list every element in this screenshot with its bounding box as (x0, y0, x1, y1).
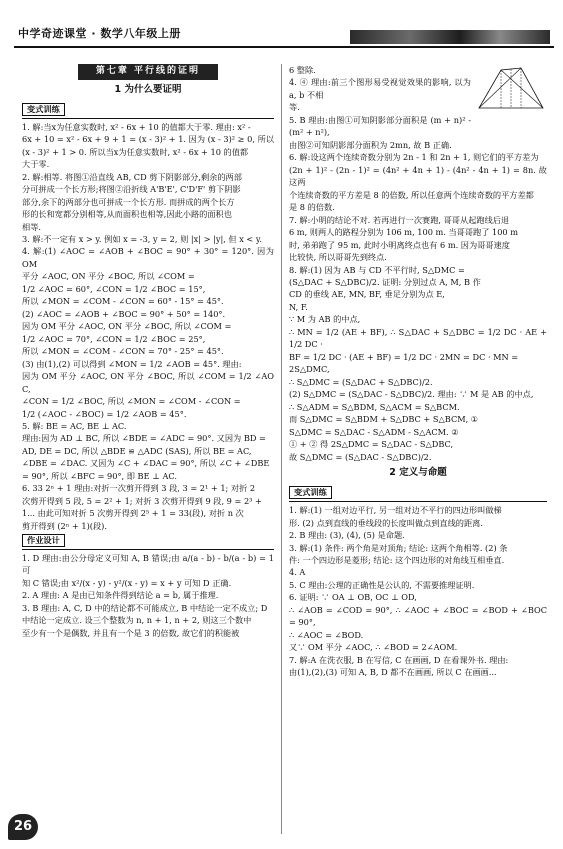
text-line: CD 的垂线 AE, MN, BF, 垂足分别为点 E, (289, 289, 445, 300)
right-answers-1 (289, 64, 547, 463)
text-line: 个连续奇数的平方差是 8 的倍数, 所以任意两个连续奇数的平方差都 (289, 189, 534, 200)
text-line: 3. B 理由: A, C, D 中的结论都不可能成立, B 中结论一定不成立; D (22, 602, 268, 613)
exercise-tag: 变式训练 (22, 103, 65, 116)
text-line: N, F. (289, 301, 308, 312)
right-answers-2 (289, 504, 547, 679)
text-line: 6. 解:设这两个连续奇数分别为 2n - 1 和 2n + 1, 则它们的平方差为 (289, 152, 539, 163)
text-line: 由图②可知阴影部分面积为 2mn, 故 B 正确. (289, 139, 452, 150)
text-line: 大于零. (22, 159, 50, 170)
chapter-title: 第七章 平行线的证明 (78, 64, 218, 80)
header-rule (14, 46, 554, 48)
text-line: 1/2 ∠AOC = 60°, ∠CON = 1/2 ∠BOC = 15°, (22, 283, 206, 294)
page-number: 26 (8, 814, 38, 840)
text-line: 因为 OM 平分 ∠AOC, ON 平分 ∠BOC, 所以 ∠COM = 1/2 ∠AOC, (22, 371, 274, 394)
geometry-figure (475, 64, 547, 112)
text-line: 次剪开得到 5 段, 5 = 2² + 1; 对折 3 次剪开得到 9 段, 9 = 2³ + (22, 495, 262, 506)
text-line: 至少有一个是偶数, 并且有一个是 3 的倍数, 故它们的积能被 (22, 627, 240, 638)
text-line: 形的长和宽都分别相等,从而面积也相等,因此小路的面积也 (22, 209, 232, 220)
text-line: 1/2 (∠AOC - ∠BOC) = 1/2 ∠AOB = 45°. (22, 408, 187, 419)
text-line: 平分 ∠AOC, ON 平分 ∠BOC, 所以 ∠COM = (22, 271, 195, 282)
text-line: 6x + 10 = x² - 6x + 9 + 1 = (x - 3)² + 1. 因为 (x - 3)² ≥ 0, 所以 (22, 134, 274, 145)
text-line: 是 8 的倍数. (289, 202, 335, 213)
text-line: 时, 弟弟跑了 95 m, 此时小明离终点也有 6 m. 因为哥哥速度 (289, 239, 510, 250)
text-line: 部分,余下的两部分也可拼成一个长方形. 而拼成的两个长方 (22, 196, 235, 207)
text-line: (x - 3)² + 1 > 0. 所以当x为任意实数时, x² - 6x + 10 的值都 (22, 146, 249, 157)
text-line: 5. 解: BE = AC, BE ⊥ AC. (22, 421, 127, 432)
text-line: 比较快, 所以哥哥先到终点. (289, 252, 387, 263)
text-line: ∴ ∠AOC = ∠BOD. (289, 629, 364, 640)
section-title-1: 1 为什么要证明 (114, 83, 182, 95)
text-line: 2. A 理由: A 是由已知条件得到结论 a = b, 属于推理. (22, 590, 219, 601)
text-line: AD, DE = DC, 所以 △BDE ≌ △ADC (SAS), 所以 BE = AC, (22, 445, 252, 456)
text-line: 分可拼成一个长方形;将图②沿折线 A'B'E', C'D'F' 剪下阴影 (22, 184, 241, 195)
text-line: 2. B 理由: (3), (4), (5) 是命题. (289, 530, 405, 541)
text-line: S△DMC = S△DAC - S△ADM - S△ACM. ② (289, 426, 459, 437)
text-line: ① + ② 得 2S△DMC = S△DAC - S△DBC, (289, 439, 454, 450)
text-line: ∴ ∠AOB = ∠COD = 90°, ∴ ∠AOC + ∠BOC = ∠BOD + ∠BOC = 90°, (289, 604, 547, 628)
text-line: 件: 一个四边形是菱形; 结论: 这个四边形的对角线互相垂直. (289, 554, 505, 565)
tag-row (22, 101, 274, 119)
text-line: 1. D 理由:由公分母定义可知 A, B 错误;由 a/(a - b) - b/(a - b) = 1 可 (22, 552, 274, 576)
text-line: 由(1),(2),(3) 可知 A, B, D 都不在画画, 所以 C 在画画... (289, 667, 497, 678)
text-line: 形. (2) 点到直线的垂线段的长度叫做点到直线的距离. (289, 517, 483, 528)
text-line: 等. (289, 102, 300, 113)
text-line: 2. 解:相等. 将图①沿直线 AB, CD 剪下阴影部分,剩余的两部 (22, 171, 242, 182)
text-line: (S△DAC + S△DBC)/2. 证明: 分别过点 A, M, B 作 (289, 276, 481, 287)
text-line: 3. 解:(1) 条件: 两个角是对顶角; 结论: 这两个角相等. (2) 条 (289, 542, 508, 553)
text-line: 相等. (22, 221, 41, 232)
left-column (22, 64, 274, 824)
text-line: ∵ M 为 AB 的中点, (289, 314, 361, 325)
watermark-logo (430, 795, 550, 845)
text-line: 所以 ∠MON = ∠COM - ∠CON = 60° - 15° = 45°. (22, 296, 224, 307)
right-column (289, 64, 547, 824)
left-answers-1 (22, 121, 274, 532)
text-line: 1. 解:(1) 一组对边平行, 另一组对边不平行的四边形叫做梯 (289, 505, 502, 516)
text-line: 4. 解:(1) ∠AOC = ∠AOB + ∠BOC = 90° + 30° = 120°. 因为 OM (22, 246, 274, 269)
text-line: 而 S△DMC = S△BDM + S△DBC + S△BCM, ① (289, 414, 479, 425)
text-line: ∴ S△DMC = (S△DAC + S△DBC)/2. (289, 376, 433, 387)
exercise-tag: 变式训练 (289, 486, 332, 499)
text-line: 7. 解:A 在洗衣服, B 在写信, C 在画画, D 在看课外书. 理由: (289, 654, 509, 665)
column-divider (281, 64, 282, 834)
text-line: 因为 OM 平分 ∠AOC, ON 平分 ∠BOC, 所以 ∠COM = (22, 321, 232, 332)
text-line: ∴ MN = 1/2 (AE + BF), ∴ S△DAC + S△DBC = 1/2 DC · AE + 1/2 DC · (289, 326, 547, 350)
page-header (0, 0, 563, 52)
text-line: = 90°, 所以 ∠BFC = 90°, 即 BE ⊥ AC. (22, 470, 177, 481)
text-line: 理由:因为 AD ⊥ BC, 所以 ∠BDE = ∠ADC = 90°. 又因为 BD = (22, 433, 266, 444)
text-line: 剪开得到 (2ⁿ + 1)(段). (22, 520, 107, 531)
text-line: 1... 由此可知对折 5 次剪开得到 2⁵ + 1 = 33(段), 对折 n 次 (22, 508, 244, 519)
text-line: 3. 解:不一定有 x > y. 例如 x = -3, y = 2, 则 |x| > |y|, 但 x < y. (22, 233, 263, 244)
text-line: 知 C 错误;由 x²/(x - y) - y²/(x - y) = x + y 可知 D 正确. (22, 577, 232, 588)
text-line: 4. A (289, 567, 306, 578)
text-line: 中结论一定成立. 设三个整数为 n, n + 1, n + 2, 则这三个数中 (22, 615, 252, 626)
text-line: 故 S△DMC = (S△DAC - S△DBC)/2. (289, 451, 432, 462)
text-line: ∠CON = 1/2 ∠BOC, 所以 ∠MON = ∠COM - ∠CON = (22, 396, 241, 407)
text-line: 6. 33 2ⁿ + 1 理由:对折一次剪开得到 3 段, 3 = 2¹ + 1; 对折 2 (22, 483, 256, 494)
text-line: 1/2 ∠AOC = 70°, ∠CON = 1/2 ∠BOC = 25°, (22, 333, 206, 344)
text-line: (2) ∠AOC = ∠AOB + ∠BOC = 90° + 50° = 140°. (22, 308, 226, 319)
section-title-2: 2 定义与命题 (389, 467, 447, 478)
text-line: 2S△DMC, (289, 364, 330, 375)
tag-row (289, 484, 547, 502)
text-line: 8. 解:(1) 因为 AB 与 CD 不平行时, S△DMC = (289, 264, 465, 275)
text-line: 7. 解:小明的结论不对. 若再进行一次赛跑, 哥哥从起跑线后退 (289, 214, 510, 225)
text-line: 又∵ OM 平分 ∠AOC, ∴ ∠BOD = 2∠AOM. (289, 642, 458, 653)
text-line: 6 整除. (289, 65, 316, 75)
brand-title: 中学奇迹课堂 · 数学八年级上册 (18, 27, 181, 40)
text-line: 6 m, 则两人的路程分别为 106 m, 100 m. 当哥哥跑了 100 m (289, 227, 519, 238)
header-banner-image (350, 30, 550, 44)
text-line: 5. B 理由:由图①可知阴影部分面积是 (m + n)² - (m² + n²), (289, 114, 471, 138)
text-line: (2) S△DMC = (S△DAC - S△DBC)/2. 理由: ∵ M 是 AB 的中点, (289, 389, 534, 400)
text-line: BF = 1/2 DC · (AE + BF) = 1/2 DC · 2MN = DC · MN = (289, 351, 519, 362)
text-line: ∴ S△ADM = S△BDM, S△ACM = S△BCM. (289, 401, 460, 412)
text-line: 6. 证明: ∵ OA ⊥ OB, OC ⊥ OD, (289, 592, 417, 603)
left-answers-2 (22, 552, 274, 639)
homework-tag: 作业设计 (22, 534, 65, 547)
text-line: ∠DBE = ∠DAC. 又因为 ∠C + ∠DAC = 90°, 所以 ∠C + ∠DBE (22, 458, 270, 469)
text-line: 5. C 理由:公理的正确性是公认的, 不需要推理证明. (289, 579, 475, 590)
text-line: 所以 ∠MON = ∠COM - ∠CON = 70° - 25° = 45°. (22, 346, 224, 357)
text-line: (3) 由(1),(2) 可以得到 ∠MON = 1/2 ∠AOB = 45°. 理由: (22, 358, 242, 369)
text-line: 4. ④ 理由:前三个图形易受视觉效果的影响, 以为 a, b 不相 (289, 77, 471, 100)
text-line: 1. 解:当x为任意实数时, x² - 6x + 10 的值都大于零. 理由: x² - (22, 121, 251, 132)
tag-row (22, 532, 274, 550)
text-line: (2n + 1)² - (2n - 1)² = (4n² + 4n + 1) - (4n² - 4n + 1) = 8n. 故这两 (289, 164, 547, 188)
